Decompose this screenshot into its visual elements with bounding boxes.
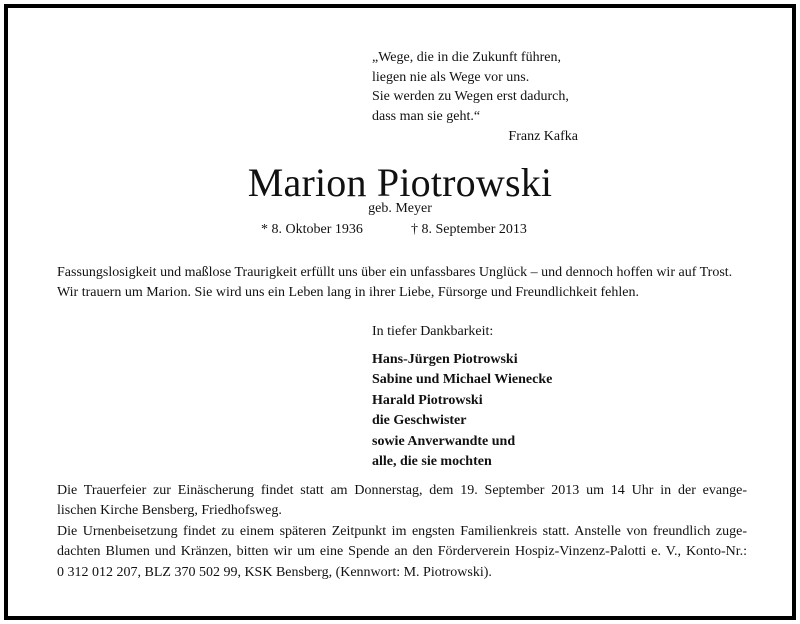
details-line: dachten Blumen und Kränzen, bitten wir um eine Spende an den Förderverein Hospiz-Vinzenz-Palotti e. V., Konto-Nr.: (57, 544, 747, 560)
signer: alle, die sie mochten (372, 454, 492, 470)
details-line: lischen Kirche Bensberg, Friedhofsweg. (57, 503, 282, 519)
signer: Sabine und Michael Wienecke (372, 372, 553, 388)
maiden-name: geb. Meyer (368, 201, 432, 216)
mourning-line: Wir trauern um Marion. Sie wird uns ein Leben lang in ihrer Liebe, Fürsorge und Freundlichkeit fehlen. (57, 285, 639, 300)
quote-author: Franz Kafka (508, 129, 578, 144)
birth-date: * 8. Oktober 1936 (261, 222, 363, 237)
quote-line: Sie werden zu Wegen erst dadurch, (372, 89, 569, 104)
quote-line: liegen nie als Wege vor uns. (372, 69, 530, 85)
gratitude-heading: In tiefer Dankbarkeit: (372, 324, 494, 339)
details-line: Die Urnenbeisetzung findet zu einem späteren Zeitpunkt im engsten Familienkreis statt. Anstelle von freundlich zuge- (57, 523, 747, 539)
quote-line: „Wege, die in die Zukunft führen, (372, 50, 561, 65)
signers-list (372, 350, 552, 472)
signer: die Geschwister (372, 413, 467, 429)
deceased-name: Marion Piotrowski (247, 160, 553, 205)
signer: sowie Anverwandte und (372, 433, 516, 449)
death-date: † 8. September 2013 (411, 222, 527, 237)
quote-line: dass man sie geht.“ (372, 108, 481, 124)
funeral-details (57, 481, 747, 583)
mourning-line: Fassungslosigkeit und maßlose Traurigkeit erfüllt uns über ein unfassbares Unglück – und dennoch hoffen wir auf Trost. (57, 265, 733, 280)
kafka-quote (372, 48, 578, 147)
signer: Harald Piotrowski (372, 392, 483, 408)
signer: Hans-Jürgen Piotrowski (372, 352, 518, 367)
mourning-text (57, 263, 747, 303)
details-line: 0 312 012 207, BLZ 370 502 99, KSK Bensberg, (Kennwort: M. Piotrowski). (57, 564, 492, 580)
details-line: Die Trauerfeier zur Einäscherung findet statt am Donnerstag, dem 19. September 2013 um 14 Uhr in der evange- (57, 483, 747, 498)
